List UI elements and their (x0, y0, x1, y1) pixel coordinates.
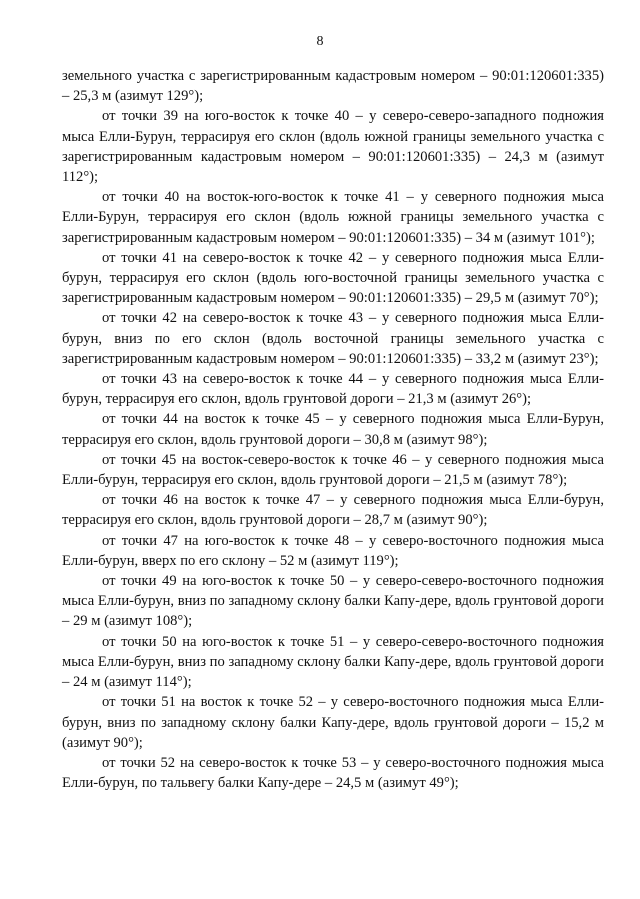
page-number: 8 (316, 34, 324, 49)
paragraph: от точки 42 на северо-восток к точке 43 – у северного подножия мыса Елли-бурун, вниз по его склон (вдоль восточной границы земельного участка с зарегистрированным кадастровым номером – 90:01:120601:335) – 33,2 м (азимут 23°); (62, 310, 604, 367)
paragraph: от точки 50 на юго-восток к точке 51 – у северо-северо-восточного подножия мыса Елли-бурун, вниз по западному склону балки Капу-дере, вдоль грунтовой дороги – 24 м (азимут 114°); (62, 633, 604, 691)
document-body (62, 66, 604, 793)
paragraph: от точки 47 на юго-восток к точке 48 – у северо-восточного подножия мыса Елли-бурун, вверх по его склону – 52 м (азимут 119°); (62, 532, 604, 569)
paragraph: от точки 43 на северо-восток к точке 44 – у северного подножия мыса Елли-бурун, террасируя его склон, вдоль грунтовой дороги – 21,3 м (азимут 26°); (62, 371, 604, 408)
paragraph: от точки 46 на восток к точке 47 – у северного подножия мыса Елли-бурун, террасируя его склон, вдоль грунтовой дороги – 28,7 м (азимут 90°); (62, 492, 604, 529)
paragraph: от точки 41 на северо-восток к точке 42 – у северного подножия мыса Елли-бурун, террасируя его склон (вдоль юго-восточной границы земельного участка с зарегистрированным кадастровым номером – 90:01:120601:335) – 29,5 м (азимут 70°); (62, 249, 604, 307)
paragraph: от точки 44 на восток к точке 45 – у северного подножия мыса Елли-Бурун, террасируя его склон, вдоль грунтовой дороги – 30,8 м (азимут 98°); (62, 411, 604, 448)
paragraph: от точки 39 на юго-восток к точке 40 – у северо-северо-западного подножия мыса Елли-Бурун, террасируя его склон (вдоль южной границы земельного участка с зарегистрированным кадастровым номером – 90:01:120601:335) – 24,3 м (азимут 112°); (62, 108, 604, 186)
paragraph: от точки 45 на восток-северо-восток к точке 46 – у северного подножия мыса Елли-бурун, террасируя его склон, вдоль грунтовой дороги – 21,5 м (азимут 78°); (62, 451, 604, 489)
paragraph: земельного участка с зарегистрированным кадастровым номером – 90:01:120601:335) – 25,3 м (азимут 129°); (62, 68, 604, 105)
paragraph: от точки 40 на восток-юго-восток к точке 41 – у северного подножия мыса Елли-Бурун, террасируя его склон (вдоль южной границы земельного участка с зарегистрированным кадастровым номером – 90:01:120601:335) – 34 м (азимут 101°); (62, 189, 604, 246)
paragraph: от точки 52 на северо-восток к точке 53 – у северо-восточного подножия мыса Елли-бурун, по тальвегу балки Капу-дере – 24,5 м (азимут 49°); (62, 754, 604, 792)
paragraph: от точки 51 на восток к точке 52 – у северо-восточного подножия мыса Елли-бурун, вниз по западному склону балки Капу-дере, вдоль грунтовой дороги – 15,2 м (азимут 90°); (62, 694, 604, 751)
paragraph: от точки 49 на юго-восток к точке 50 – у северо-северо-восточного подножия мыса Елли-бурун, вниз по западному склону балки Капу-дере, вдоль грунтовой дороги – 29 м (азимут 108°); (62, 573, 604, 630)
